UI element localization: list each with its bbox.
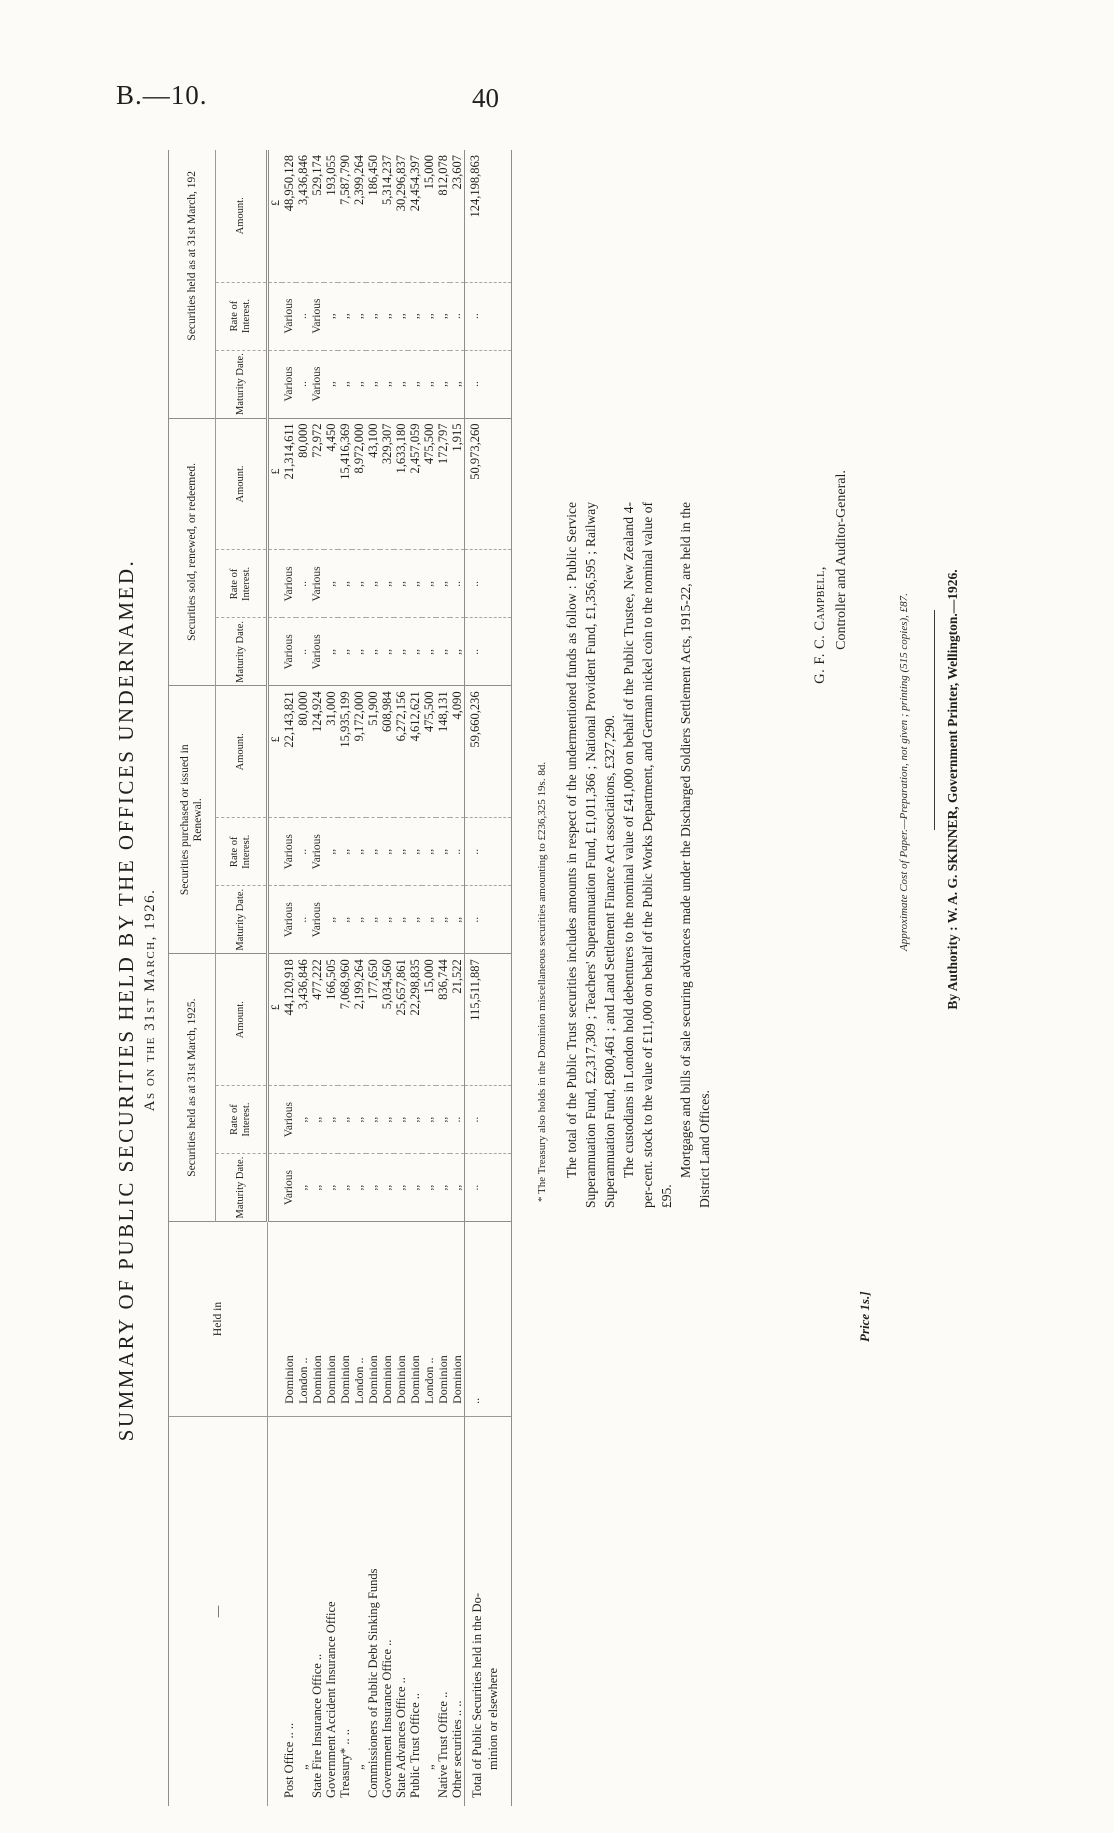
page-number: 40 <box>472 83 499 113</box>
rate-cell: ,, <box>338 282 352 350</box>
amount-cell: 1,915 <box>450 418 465 550</box>
rate-cell: ,, <box>394 282 408 350</box>
rate-cell: ,, <box>394 1086 408 1154</box>
amount-cell: 43,100 <box>366 418 380 550</box>
rate-cell: .. <box>465 818 512 886</box>
rate-cell <box>268 1086 283 1154</box>
rate-cell: ,, <box>296 1086 310 1154</box>
amount-cell: 6,272,156 <box>394 686 408 818</box>
office-cell: Treasury* .. .. <box>338 1729 352 1798</box>
rate-cell: ,, <box>422 550 436 618</box>
maturity-cell: .. <box>296 886 310 954</box>
table-row <box>296 150 310 1806</box>
office-cell: „ <box>296 1764 310 1770</box>
rate-cell: .. <box>450 1086 465 1154</box>
maturity-cell: ,, <box>338 1154 352 1222</box>
amount-cell: 812,078 <box>436 150 450 282</box>
table-row <box>310 150 324 1806</box>
rate-cell: ,, <box>422 818 436 886</box>
currency-symbol: £ <box>268 954 283 1086</box>
rate-cell: ,, <box>324 550 338 618</box>
rate-of-interest-header: Rate of Interest. <box>216 1086 268 1154</box>
maturity-cell: .. <box>465 618 512 686</box>
rate-cell: .. <box>450 818 465 886</box>
rate-cell: ,, <box>436 818 450 886</box>
amount-cell: 177,650 <box>366 954 380 1086</box>
amount-cell: 8,972,000 <box>352 418 366 550</box>
amount-cell: 48,950,128 <box>282 150 296 282</box>
rate-cell <box>268 818 283 886</box>
group-header-held-1926: Securities held as at 31st March, 192 <box>169 150 216 418</box>
maturity-cell: ,, <box>422 618 436 686</box>
cost-line: Approximate Cost of Paper.—Preparation, not given ; printing (515 copies), £87. <box>898 593 910 951</box>
amount-cell: 172,797 <box>436 418 450 550</box>
maturity-cell: ,, <box>338 350 352 418</box>
table-row <box>380 150 394 1806</box>
rate-cell: Various <box>282 818 296 886</box>
maturity-cell: ,, <box>366 350 380 418</box>
table-row <box>450 150 465 1806</box>
maturity-cell: .. <box>296 618 310 686</box>
amount-cell: 4,090 <box>450 686 465 818</box>
amount-cell: 21,522 <box>450 954 465 1086</box>
maturity-cell: ,, <box>366 886 380 954</box>
signature-name: G. F. C. Campbell, <box>812 566 828 684</box>
office-cell: State Advances Office .. <box>394 1677 408 1798</box>
total-row <box>465 150 512 1806</box>
amount-cell: 124,924 <box>310 686 324 818</box>
amount-cell: 2,399,264 <box>352 150 366 282</box>
table-row <box>436 150 450 1806</box>
currency-symbol: £ <box>268 150 283 282</box>
maturity-cell: Various <box>282 350 296 418</box>
amount-header: Amount. <box>216 150 268 282</box>
rate-cell: ,, <box>436 282 450 350</box>
rate-cell: .. <box>465 282 512 350</box>
maturity-cell: ,, <box>380 618 394 686</box>
amount-cell: 22,298,835 <box>408 954 422 1086</box>
amount-cell: 1,633,180 <box>394 418 408 550</box>
maturity-cell: ,, <box>408 350 422 418</box>
maturity-cell: ,, <box>366 1154 380 1222</box>
maturity-cell: ,, <box>394 886 408 954</box>
held-in-cell: .. <box>465 1222 512 1417</box>
maturity-cell: ,, <box>408 886 422 954</box>
rate-cell: ,, <box>352 550 366 618</box>
maturity-cell: ,, <box>338 886 352 954</box>
maturity-cell: ,, <box>450 1154 465 1222</box>
amount-cell: 608,984 <box>380 686 394 818</box>
held-in-cell: Dominion <box>436 1222 450 1417</box>
maturity-cell: ,, <box>422 886 436 954</box>
rate-cell <box>268 282 283 350</box>
table-row <box>408 150 422 1806</box>
rate-cell: Various <box>310 818 324 886</box>
amount-cell: 15,000 <box>422 150 436 282</box>
amount-header: Amount. <box>216 418 268 550</box>
rate-cell: ,, <box>366 1086 380 1154</box>
rate-cell: ,, <box>324 1086 338 1154</box>
amount-header: Amount. <box>216 954 268 1086</box>
office-cell: Government Insurance Office .. <box>380 1639 394 1798</box>
maturity-cell: ,, <box>338 618 352 686</box>
amount-cell: 3,436,846 <box>296 150 310 282</box>
maturity-cell: ,, <box>408 618 422 686</box>
rate-cell: ,, <box>338 1086 352 1154</box>
office-column-header: — <box>169 1416 268 1806</box>
maturity-cell <box>268 350 283 418</box>
maturity-cell: ,, <box>450 350 465 418</box>
office-cell <box>268 1416 283 1806</box>
amount-cell: 25,657,861 <box>394 954 408 1086</box>
held-in-cell: Dominion <box>338 1222 352 1417</box>
rate-cell: ,, <box>366 818 380 886</box>
maturity-cell: Various <box>282 618 296 686</box>
footnote-paragraphs <box>562 502 714 1208</box>
maturity-cell: ,, <box>394 350 408 418</box>
rate-cell: ,, <box>352 818 366 886</box>
maturity-cell: ,, <box>422 1154 436 1222</box>
maturity-cell: .. <box>465 1154 512 1222</box>
amount-cell: 477,222 <box>310 954 324 1086</box>
amount-cell: 3,436,846 <box>296 954 310 1086</box>
office-cell: Post Office .. .. <box>282 1722 296 1798</box>
amount-cell: 9,172,000 <box>352 686 366 818</box>
rate-cell: ,, <box>380 282 394 350</box>
held-in-column-header: Held in <box>169 1222 268 1417</box>
signature-title: Controller and Auditor-General. <box>834 470 849 650</box>
authority-line: By Authority : W. A. G. SKINNER, Government Printer, Wellington.—1926. <box>945 569 960 1010</box>
rate-cell: ,, <box>422 282 436 350</box>
maturity-cell: ,, <box>324 886 338 954</box>
maturity-cell: ,, <box>352 886 366 954</box>
rate-cell: ,, <box>338 818 352 886</box>
maturity-cell: ,, <box>394 1154 408 1222</box>
held-in-cell: Dominion <box>324 1222 338 1417</box>
maturity-cell: ,, <box>380 886 394 954</box>
office-cell: Government Accident Insurance Office <box>324 1601 338 1798</box>
group-header-purchased-renewal-label: Securities purchased or issued in Renewal. <box>179 744 204 896</box>
rate-cell: Various <box>310 282 324 350</box>
rate-cell: ,, <box>338 550 352 618</box>
rate-cell: .. <box>450 282 465 350</box>
held-in-cell: London .. <box>352 1222 366 1417</box>
paragraph: The custodians in London hold debentures to the nominal value of £41,000 on behalf of the Public Trustee, New Zealand 4-per-cent. stock to the value of £11,000 on behalf of the Public Works Department, and German nickel coin to the nominal value of £95. <box>621 502 674 1208</box>
amount-cell: 475,500 <box>422 418 436 550</box>
held-in-cell: Dominion <box>310 1222 324 1417</box>
amount-cell: 15,000 <box>422 954 436 1086</box>
total-amount-cell: 115,511,887 <box>465 954 512 1086</box>
maturity-cell: ,, <box>324 1154 338 1222</box>
total-amount-cell: 124,198,863 <box>465 150 512 282</box>
rotated-sheet <box>112 128 980 1832</box>
rate-cell: ,, <box>324 818 338 886</box>
maturity-date-header: Maturity Date. <box>216 1154 268 1222</box>
amount-cell: 21,314,611 <box>282 418 296 550</box>
held-in-cell: Dominion <box>380 1222 394 1417</box>
office-cell: „ <box>422 1764 436 1770</box>
amount-cell: 30,296,837 <box>394 150 408 282</box>
table-row <box>394 150 408 1806</box>
amount-cell: 22,143,821 <box>282 686 296 818</box>
held-in-cell: Dominion <box>450 1222 465 1417</box>
page-subtitle: As on the 31st March, 1926. <box>142 888 158 1112</box>
rate-cell: ,, <box>380 818 394 886</box>
table-row <box>352 150 366 1806</box>
office-cell: State Fire Insurance Office .. <box>310 1653 324 1798</box>
total-amount-cell: 59,660,236 <box>465 686 512 818</box>
rate-cell: ,, <box>408 818 422 886</box>
maturity-cell: ,, <box>422 350 436 418</box>
rate-of-interest-header: Rate of Interest. <box>216 550 268 618</box>
maturity-cell: ,, <box>352 350 366 418</box>
table-row <box>282 150 296 1806</box>
currency-symbol: £ <box>268 418 283 550</box>
amount-cell: 4,612,621 <box>408 686 422 818</box>
office-cell: Commissioners of Public Debt Sinking Funds <box>366 1568 380 1798</box>
maturity-cell <box>268 886 283 954</box>
amount-cell: 4,450 <box>324 418 338 550</box>
paragraph: The total of the Public Trust securities includes amounts in respect of the undermentioned funds as follow : Public Service Superannuation Fund, £2,317,309 ; Teachers' Superannuation Fund, £1,011,366 ; National Provident Fund, £1,356,595 ; Railway Superannuation Fund, £800,461 ; and Land Settlement Finance Act associations, £327,290. <box>564 502 617 1208</box>
maturity-cell: ,, <box>324 618 338 686</box>
amount-cell: 51,900 <box>366 686 380 818</box>
maturity-date-header: Maturity Date. <box>216 350 268 418</box>
rate-cell: .. <box>296 818 310 886</box>
maturity-cell: .. <box>296 350 310 418</box>
held-in-cell: Dominion <box>366 1222 380 1417</box>
maturity-cell: ,, <box>352 618 366 686</box>
rate-cell: ,, <box>324 282 338 350</box>
maturity-cell: Various <box>310 350 324 418</box>
maturity-cell: ,, <box>310 1154 324 1222</box>
maturity-cell: ,, <box>380 1154 394 1222</box>
maturity-cell: ,, <box>408 1154 422 1222</box>
rate-cell: ,, <box>366 550 380 618</box>
amount-cell: 529,174 <box>310 150 324 282</box>
rate-cell: ,, <box>310 1086 324 1154</box>
rate-cell: ,, <box>422 1086 436 1154</box>
amount-cell: 2,199,264 <box>352 954 366 1086</box>
maturity-cell: Various <box>282 886 296 954</box>
total-label: Total of Public Securities held in the Do- minion or elsewhere <box>465 1416 512 1806</box>
maturity-cell: ,, <box>394 618 408 686</box>
rate-cell: ,, <box>352 282 366 350</box>
amount-cell: 166,505 <box>324 954 338 1086</box>
amount-cell: 24,454,397 <box>408 150 422 282</box>
rate-cell: ,, <box>408 550 422 618</box>
held-in-cell: Dominion <box>282 1222 296 1417</box>
held-in-cell: Dominion <box>394 1222 408 1417</box>
maturity-cell: .. <box>465 886 512 954</box>
table-row <box>366 150 380 1806</box>
currency-symbol: £ <box>268 686 283 818</box>
rate-cell: .. <box>465 550 512 618</box>
table-row <box>338 150 352 1806</box>
maturity-cell: Various <box>310 886 324 954</box>
amount-cell: 193,055 <box>324 150 338 282</box>
held-in-cell: London .. <box>296 1222 310 1417</box>
maturity-cell: ,, <box>436 618 450 686</box>
table-body <box>268 150 512 1806</box>
rate-cell: Various <box>282 550 296 618</box>
maturity-cell: ,, <box>366 618 380 686</box>
amount-cell: 72,972 <box>310 418 324 550</box>
maturity-cell: Various <box>310 618 324 686</box>
group-header-purchased-renewal <box>169 686 216 954</box>
office-cell: Other securities .. .. <box>450 1700 464 1798</box>
amount-header: Amount. <box>216 686 268 818</box>
amount-cell: 23,607 <box>450 150 465 282</box>
amount-cell: 80,000 <box>296 418 310 550</box>
total-label-line2: minion or elsewhere <box>486 1667 500 1770</box>
amount-cell: 475,500 <box>422 686 436 818</box>
authority-rule <box>934 610 935 830</box>
held-in-cell: Dominion <box>408 1222 422 1417</box>
rate-cell: ,, <box>380 1086 394 1154</box>
price-line: Price 1s.] <box>857 1291 872 1342</box>
amount-cell: 2,457,059 <box>408 418 422 550</box>
maturity-cell: .. <box>465 350 512 418</box>
maturity-cell: ,, <box>436 350 450 418</box>
rate-cell: .. <box>296 550 310 618</box>
doc-reference: B.—10. <box>116 80 208 110</box>
maturity-cell: ,, <box>296 1154 310 1222</box>
table-row <box>422 150 436 1806</box>
group-header-held-1925: Securities held as at 31st March, 1925. <box>169 954 216 1222</box>
rate-cell: Various <box>282 282 296 350</box>
total-amount-cell: 50,973,260 <box>465 418 512 550</box>
paragraph: Mortgages and bills of sale securing advances made under the Discharged Soldiers Settlement Acts, 1915-22, are held in the District Land Offices. <box>678 502 712 1208</box>
rate-cell: ,, <box>408 1086 422 1154</box>
amount-cell: 329,307 <box>380 418 394 550</box>
maturity-cell: ,, <box>436 886 450 954</box>
rate-cell: ,, <box>380 550 394 618</box>
rate-cell: ,, <box>352 1086 366 1154</box>
rate-cell: ,, <box>436 550 450 618</box>
amount-cell: 5,314,237 <box>380 150 394 282</box>
amount-cell: 15,935,199 <box>338 686 352 818</box>
rate-cell: .. <box>465 1086 512 1154</box>
group-header-sold-redeemed: Securities sold, renewed, or redeemed. <box>169 418 216 686</box>
rate-cell: ,, <box>408 282 422 350</box>
maturity-cell <box>268 1154 283 1222</box>
rate-cell: Various <box>282 1086 296 1154</box>
amount-cell: 7,587,790 <box>338 150 352 282</box>
rate-of-interest-header: Rate of Interest. <box>216 282 268 350</box>
rate-cell: ,, <box>394 550 408 618</box>
rate-cell: .. <box>450 550 465 618</box>
amount-cell: 148,131 <box>436 686 450 818</box>
rate-cell: ,, <box>436 1086 450 1154</box>
amount-cell: 5,034,560 <box>380 954 394 1086</box>
maturity-cell: ,, <box>324 350 338 418</box>
maturity-cell: ,, <box>380 350 394 418</box>
table-row <box>324 150 338 1806</box>
maturity-date-header: Maturity Date. <box>216 886 268 954</box>
securities-table <box>168 150 512 1806</box>
rate-cell: .. <box>296 282 310 350</box>
maturity-cell: ,, <box>352 1154 366 1222</box>
office-cell: Native Trust Office .. <box>436 1691 450 1798</box>
held-in-cell <box>268 1222 283 1417</box>
amount-cell: 80,000 <box>296 686 310 818</box>
maturity-date-header: Maturity Date. <box>216 618 268 686</box>
rate-of-interest-header: Rate of Interest. <box>216 818 268 886</box>
held-in-cell: London .. <box>422 1222 436 1417</box>
maturity-cell: ,, <box>450 886 465 954</box>
amount-cell: 15,416,369 <box>338 418 352 550</box>
currency-row <box>268 150 283 1806</box>
rate-cell: ,, <box>394 818 408 886</box>
page-title: SUMMARY OF PUBLIC SECURITIES HELD BY THE OFFICES UNDERNAMED. <box>114 558 138 1442</box>
rate-cell: ,, <box>366 282 380 350</box>
rate-cell: Various <box>310 550 324 618</box>
rate-cell <box>268 550 283 618</box>
amount-cell: 7,068,960 <box>338 954 352 1086</box>
maturity-cell: Various <box>282 1154 296 1222</box>
maturity-cell: ,, <box>450 618 465 686</box>
amount-cell: 44,120,918 <box>282 954 296 1086</box>
amount-cell: 836,744 <box>436 954 450 1086</box>
maturity-cell <box>268 618 283 686</box>
amount-cell: 186,450 <box>366 150 380 282</box>
office-cell: „ <box>352 1764 366 1770</box>
amount-cell: 31,000 <box>324 686 338 818</box>
table-footnote: * The Treasury also holds in the Dominion miscellaneous securities amounting to £236,325 19s. 8d. <box>536 761 548 1202</box>
office-cell: Public Trust Office .. <box>408 1693 422 1798</box>
maturity-cell: ,, <box>436 1154 450 1222</box>
